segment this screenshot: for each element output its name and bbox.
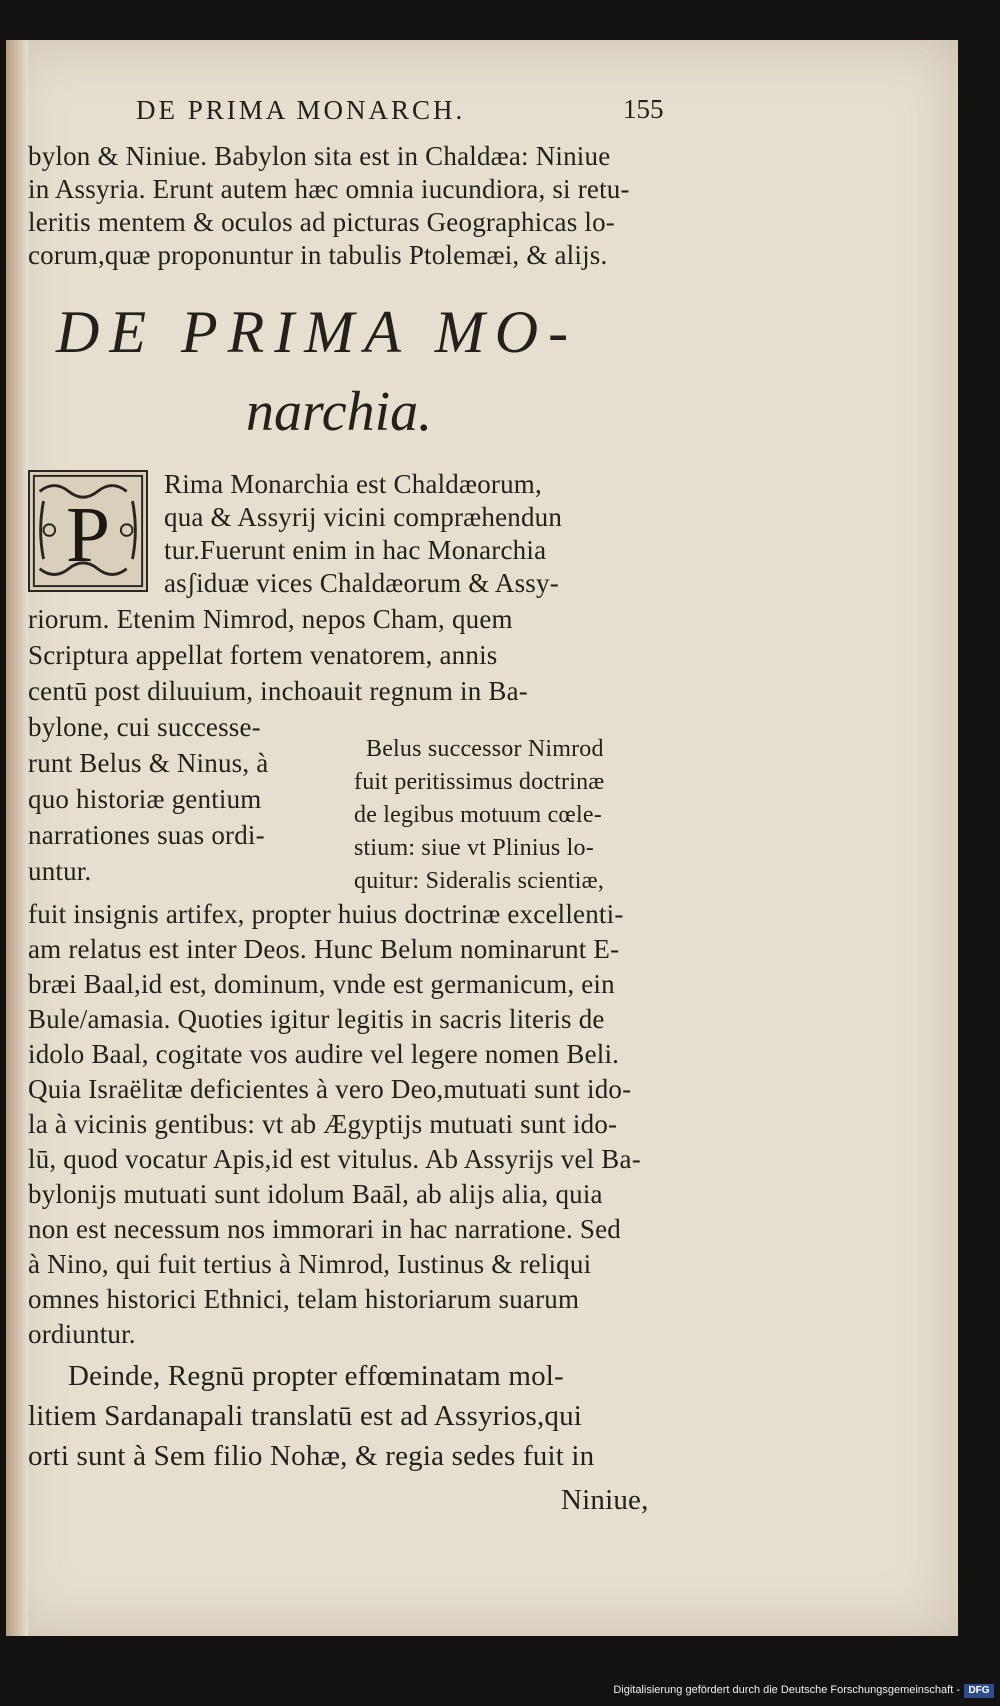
- page-number: 155: [623, 94, 664, 124]
- text-line: fuit insignis artifex, propter huius doctrinæ excellenti-: [28, 899, 624, 929]
- text-line: omnes historici Ethnici, telam historiarum suarum: [28, 1284, 580, 1314]
- chapter-title-continued: narchia.: [246, 381, 433, 443]
- note-line: fuit peritissimus doctrinæ: [354, 769, 605, 795]
- book-page: [6, 40, 958, 1636]
- text-line: corum,quæ proponuntur in tabulis Ptolemæi, & alijs.: [28, 240, 608, 270]
- text-line: à Nino, qui fuit tertius à Nimrod, Iustinus & reliqui: [28, 1249, 592, 1279]
- text-line: orti sunt à Sem filio Nohæ, & regia sedes fuit in: [28, 1440, 595, 1472]
- text-line: litiem Sardanapali translatū est ad Assyrios,qui: [28, 1400, 583, 1432]
- chapter-title: DE PRIMA MO-: [56, 299, 579, 365]
- note-line: de legibus motuum cœle-: [354, 802, 602, 828]
- text-line: narrationes suas ordi-: [28, 820, 265, 850]
- text-line: lū, quod vocatur Apis,id est vitulus. Ab Assyrijs vel Ba-: [28, 1144, 641, 1174]
- note-line: quitur: Sideralis scientiæ,: [354, 868, 605, 894]
- text-line: leritis mentem & oculos ad picturas Geographicas lo-: [28, 207, 615, 237]
- funding-credit: Digitalisierung gefördert durch die Deutsche Forschungsgemeinschaft -: [613, 1684, 960, 1696]
- text-line: bylonijs mutuati sunt idolum Baāl, ab alijs alia, quia: [28, 1179, 603, 1209]
- text-line: ordiuntur.: [28, 1319, 136, 1349]
- text-line: runt Belus & Ninus, à: [28, 748, 269, 778]
- text-line: Quia Israëlitæ deficientes à vero Deo,mutuati sunt ido-: [28, 1074, 632, 1104]
- drop-initial-letter: P: [65, 490, 111, 579]
- text-line: centū post diluuium, inchoauit regnum in Ba-: [28, 676, 528, 706]
- page-gutter-shadow: [6, 40, 28, 1636]
- text-line: bræi Baal,id est, dominum, vnde est germanicum, ein: [28, 969, 615, 999]
- text-line: Deinde, Regnū propter effœminatam mol-: [68, 1360, 564, 1392]
- floral-ornament-icon: [30, 472, 146, 590]
- text-line: tur.Fuerunt enim in hac Monarchia: [164, 535, 547, 565]
- running-head: DE PRIMA MONARCH.: [136, 95, 466, 125]
- text-line: Rima Monarchia est Chaldæorum,: [164, 469, 542, 499]
- text-line: non est necessum nos immorari in hac narratione. Sed: [28, 1214, 621, 1244]
- text-line: quo historiæ gentium: [28, 784, 262, 814]
- text-line: Scriptura appellat fortem venatorem, annis: [28, 640, 498, 670]
- note-line: stium: siue vt Plinius lo-: [354, 835, 594, 861]
- text-line: asʃiduæ vices Chaldæorum & Assy-: [164, 568, 559, 598]
- text-line: riorum. Etenim Nimrod, nepos Cham, quem: [28, 604, 513, 634]
- text-line: Bule/amasia. Quoties igitur legitis in sacris literis de: [28, 1004, 605, 1034]
- text-line: idolo Baal, cogitate vos audire vel legere nomen Beli.: [28, 1039, 620, 1069]
- text-line: bylone, cui successe-: [28, 712, 261, 742]
- text-line: la à vicinis gentibus: vt ab Ægyptijs mutuati sunt ido-: [28, 1109, 618, 1139]
- ornamental-initial: [28, 470, 148, 592]
- catchword: Niniue,: [561, 1484, 649, 1516]
- dfg-logo-icon: DFG: [964, 1684, 994, 1698]
- text-line: qua & Assyrij vicini compræhendun: [164, 502, 563, 532]
- note-line: Belus successor Nimrod: [366, 736, 604, 762]
- text-line: in Assyria. Erunt autem hæc omnia iucundiora, si retu-: [28, 174, 630, 204]
- footer-bar: [0, 1636, 1000, 1706]
- text-line: untur.: [28, 856, 92, 886]
- text-line: am relatus est inter Deos. Hunc Belum nominarunt E-: [28, 934, 620, 964]
- text-line: bylon & Niniue. Babylon sita est in Chaldæa: Niniue: [28, 141, 611, 171]
